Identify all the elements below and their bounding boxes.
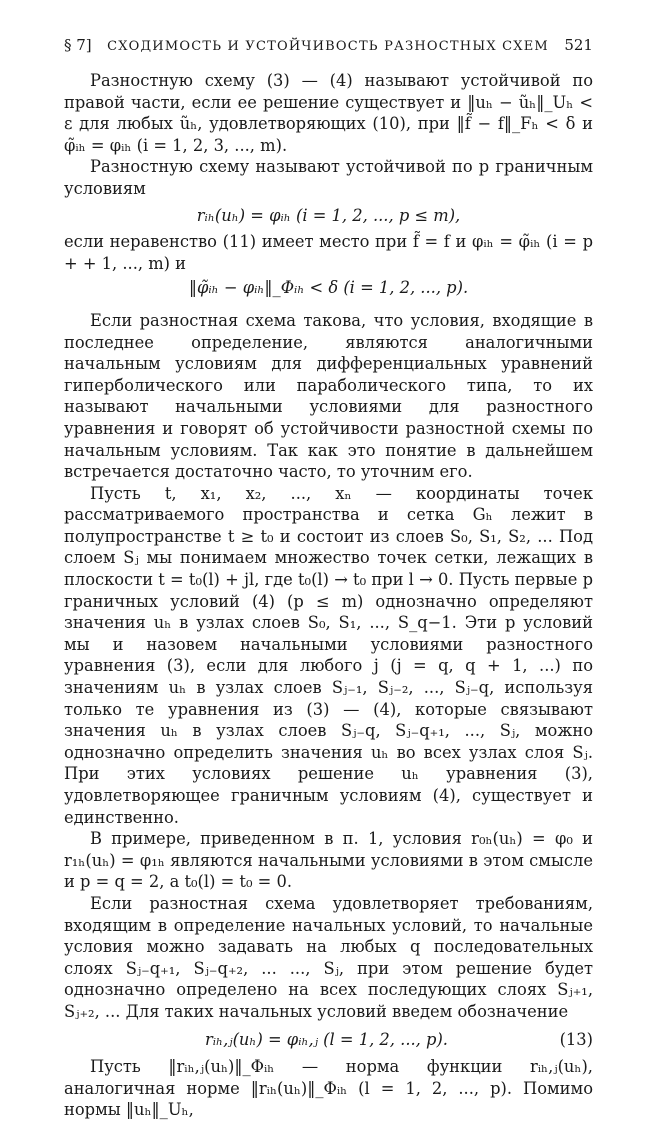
paragraph-initial-conditions-definition: Если разностная схема такова, что условия, входящие в последнее определение, являются аналогичными начальным условиям для дифференциальных уравнений гиперболического или параболического типа, то их называют начальными условиями для разностного уравнения и говорят об устойчивости разностной схемы по начальным условиям. Так как это понятие в дальнейшем встречается достаточно часто, то уточним его.: [64, 310, 593, 482]
paragraph-stability-boundary: Разностную схему называют устойчивой по p граничным условиям: [64, 157, 593, 198]
running-header: [64, 36, 593, 54]
paragraph-example: В примере, приведенном в п. 1, условия r₀ₕ(uₕ) = φ₀ и r₁ₕ(uₕ) = φ₁ₕ являются начальными условиями в этом смысле и p = q = 2, а t₀(l) = t₀ = 0.: [64, 829, 593, 892]
page-number: 521: [564, 36, 593, 54]
formula-norm-inequality: ‖φ̃ᵢₕ − φᵢₕ‖_Φᵢₕ < δ (i = 1, 2, ..., p).: [188, 278, 469, 298]
equation-13-number: (13): [559, 1029, 593, 1049]
section-marker: § 7]: [64, 36, 92, 54]
paragraph-layers-definition: Пусть t, x₁, x₂, ..., xₙ — координаты точек рассматриваемого пространства и сетка Gₕ лежит в полупространстве t ≥ t₀ и состоит из слоев S₀, S₁, S₂, ... Под слоем Sⱼ мы понимаем множество точек сетки, лежащих в плоскости t = t₀(l) + jl, где t₀(l) → t₀ при l → 0. Пусть первые p граничных условий (4) (p ≤ m) однозначно определяют значения uₕ в узлах слоев S₀, S₁, ..., S_q−1. Эти p условий мы и назовем начальными условиями разностного уравнения (3), если для любого j (j = q, q + 1, ...) по значениям uₕ в узлах слоев Sⱼ₋₁, Sⱼ₋₂, ..., Sⱼ₋q, используя только те уравнения из (3) — (4), которые связывают значения uₕ в узлах слоев Sⱼ₋q, Sⱼ₋q₊₁, ..., Sⱼ, можно однозначно определить значения uₕ во всех узлах слоя Sⱼ. При этих условиях решение uₕ уравнения (3), удовлетворяющее граничным условиям (4), существует и единственно.: [64, 483, 593, 827]
running-title: СХОДИМОСТЬ И УСТОЙЧИВОСТЬ РАЗНОСТНЫХ СХЕМ: [107, 39, 549, 54]
paragraph-norm-definition: Пусть ‖rᵢₕ,ⱼ(uₕ)‖_Φᵢₕ — норма функции rᵢₕ,ⱼ(uₕ), аналогичная норме ‖rᵢₕ(uₕ)‖_Φᵢₕ (l = 1, 2, ..., p). Помимо нормы ‖uₕ‖_Uₕ,: [64, 1057, 593, 1120]
numbered-equation-13: [64, 1029, 593, 1051]
formula-boundary-conditions: rᵢₕ(uₕ) = φᵢₕ (i = 1, 2, ..., p ≤ m),: [196, 205, 461, 225]
paragraph-inequality-condition: если неравенство (11) имеет место при f̃ = f и φᵢₕ = φ̃ᵢₕ (i = p + + 1, ..., m) и: [64, 232, 593, 273]
paragraph-stability-right-side: Разностную схему (3) — (4) называют устойчивой по правой части, если ее решение существует и ‖uₕ − ũₕ‖_Uₕ < ε для любых ũₕ, удовлетворяющих (10), при ‖f̃ − f‖_Fₕ < δ и φ̃ᵢₕ = φᵢₕ (i = 1, 2, 3, ..., m).: [64, 71, 593, 155]
equation-13-body: rᵢₕ,ⱼ(uₕ) = φᵢₕ,ⱼ (l = 1, 2, ..., p).: [205, 1029, 448, 1049]
paragraph-notation-intro: Если разностная схема удовлетворяет требованиям, входящим в определение начальных условий, то начальные условия можно задавать на любых q последовательных слоях Sⱼ₋q₊₁, Sⱼ₋q₊₂, ... ..., Sⱼ, при этом решение будет однозначно определено на всех последующих слоях Sⱼ₊₁, Sⱼ₊₂, ... Для таких начальных условий введем обозначение: [64, 893, 593, 1021]
